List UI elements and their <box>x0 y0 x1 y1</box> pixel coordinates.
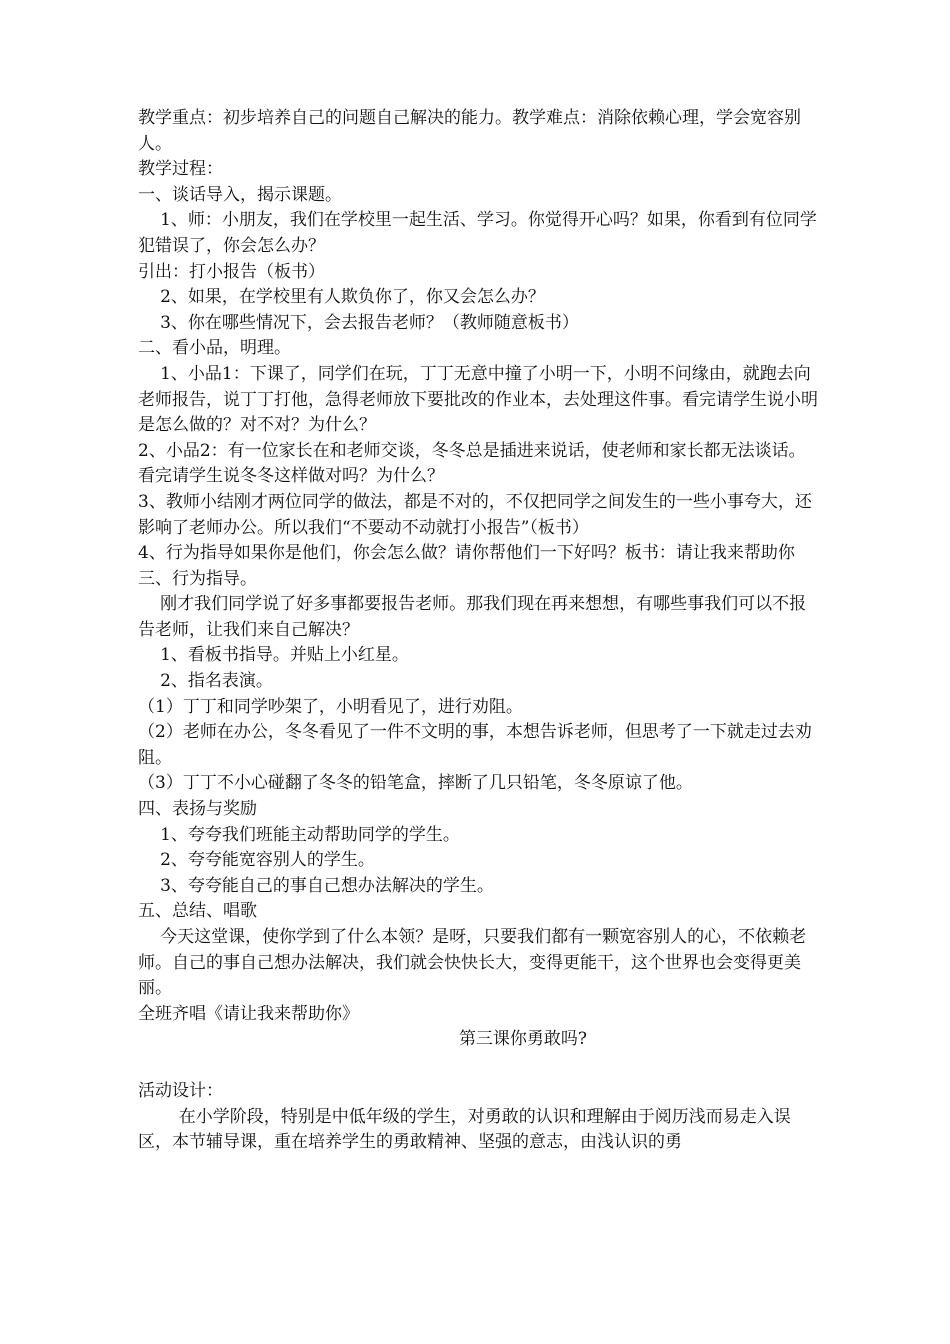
paragraph-1-1: 1、师：小朋友，我们在学校里一起生活、学习。你觉得开心吗？如果，你看到有位同学犯错误了，你会怎么办？ <box>138 210 817 256</box>
paragraph-3-2: 2、指名表演。 <box>160 671 273 692</box>
section-heading-5: 五、总结、唱歌 <box>138 901 257 922</box>
paragraph-1-3: 3、你在哪些情况下，会去报告老师？（教师随意板书） <box>160 312 579 333</box>
scenario-2: （2）老师在办公，冬冬看见了一件不文明的事，本想告诉老师，但思考了一下就走过去劝阻。 <box>138 722 812 768</box>
scenario-3: （3）丁丁不小心碰翻了冬冬的铅笔盒，摔断了几只铅笔，冬冬原谅了他。 <box>138 773 693 794</box>
activity-design-heading: 活动设计： <box>138 1080 223 1101</box>
paragraph-2-2-question: 看完请学生说冬冬这样做对吗？为什么？ <box>138 466 444 487</box>
section-heading-1: 一、谈话导入，揭示课题。 <box>138 184 342 205</box>
paragraph-3-1: 1、看板书指导。并贴上小红星。 <box>160 645 409 666</box>
paragraph-3-intro: 刚才我们同学说了好多事都要报告老师。那我们现在再来想想，有哪些事我们可以不报告老师，让我们来自己解决？ <box>138 594 807 640</box>
praise-3: 3、夸夸能自己的事自己想办法解决的学生。 <box>160 875 494 896</box>
process-heading: 教学过程： <box>138 159 223 180</box>
paragraph-2-2: 2、小品2：有一位家长在和老师交谈，冬冬总是插进来说话，使老师和家长都无法谈话。 <box>138 440 806 461</box>
paragraph-lead-out: 引出：打小报告（板书） <box>138 261 325 282</box>
paragraph-2-4: 4、行为指导如果你是他们，你会怎么做？请你帮他们一下好吗？板书：请让我来帮助你 <box>138 543 795 564</box>
class-song: 全班齐唱《请让我来帮助你》 <box>138 1003 359 1024</box>
paragraph-1-2: 2、如果，在学校里有人欺负你了，你又会怎么办？ <box>160 287 545 308</box>
scenario-1: （1）丁丁和同学吵架了，小明看见了，进行劝阻。 <box>138 696 523 717</box>
section-heading-2: 二、看小品，明理。 <box>138 338 291 359</box>
paragraph-2-3: 3、教师小结刚才两位同学的做法，都是不对的，不仅把同学之间发生的一些小事夸大，还影响了老师办公。所以我们“不要动不动就打小报告”（板书） <box>138 491 812 538</box>
section-heading-4: 四、表扬与奖励 <box>138 799 257 820</box>
paragraph-2-1: 1、小品1：下课了，同学们在玩，丁丁无意中撞了小明一下，小明不问缘由，就跑去向老师报告，说丁丁打他，急得老师放下要批改的作业本，去处理这件事。看完请学生说小明是怎么做的？对不对？为什么？ <box>138 363 818 436</box>
teaching-focus: 教学重点：初步培养自己的问题自己解决的能力。教学难点：消除依赖心理，学会宽容别人。 <box>138 108 801 154</box>
document-body <box>138 106 818 1156</box>
praise-1: 1、夸夸我们班能主动帮助同学的学生。 <box>160 824 460 845</box>
summary-paragraph: 今天这堂课，使你学到了什么本领？是呀，只要我们都有一颗宽容别人的心，不依赖老师。自己的事自己想办法解决，我们就会快快长大，变得更能干，这个世界也会变得更美丽。 <box>138 927 807 999</box>
praise-2: 2、夸夸能宽容别人的学生。 <box>160 850 375 871</box>
lesson-title: 第三课你勇敢吗? <box>458 1029 588 1050</box>
section-heading-3: 三、行为指导。 <box>138 568 257 589</box>
activity-design-paragraph: 在小学阶段，特别是中低年级的学生，对勇敢的认识和理解由于阅历浅而易走入误区，本节辅导课，重在培养学生的勇敢精神、坚强的意志，由浅认识的勇 <box>138 1106 791 1153</box>
